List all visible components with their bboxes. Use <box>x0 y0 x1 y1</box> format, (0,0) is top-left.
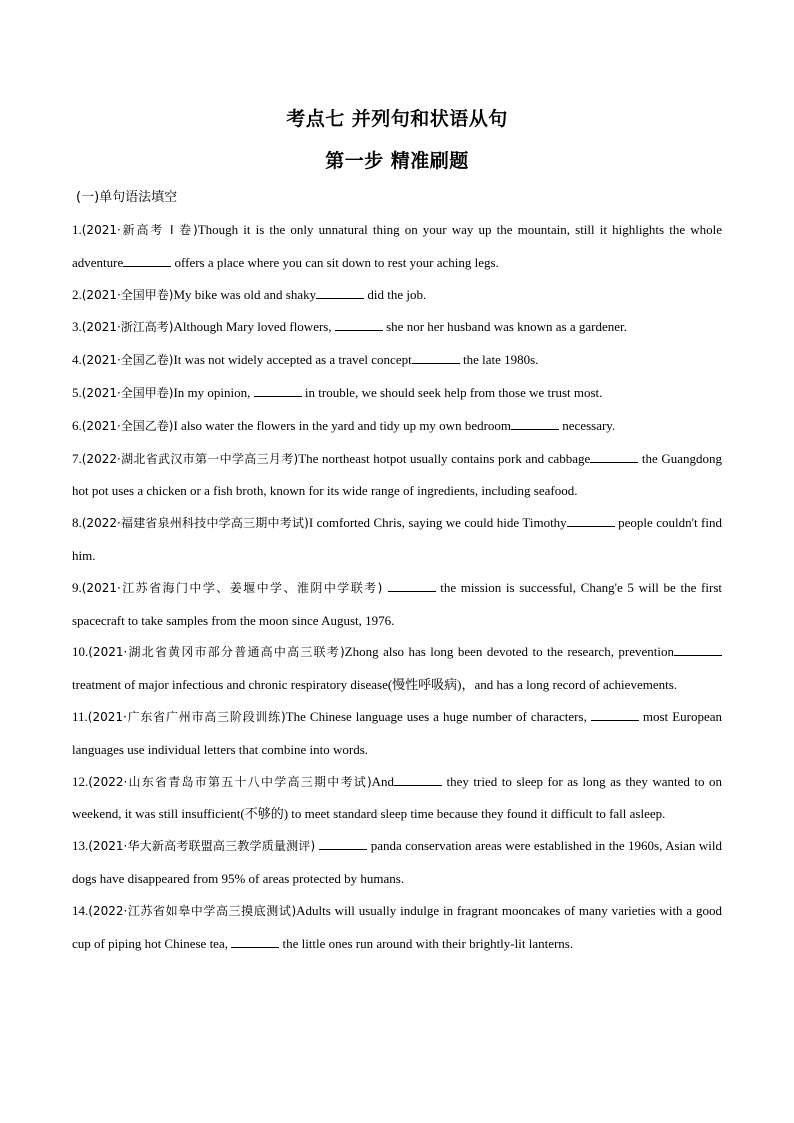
question-item: 12.(2022·山东省青岛市第五十八中学高三期中考试)And they tried to sleep for as long as they wanted to on weekend, it was still insufficient(不够的) to meet standard sleep time because they found it difficult to fall asleep. <box>72 773 722 822</box>
question-item: 5.(2021·全国甲卷)In my opinion, in trouble, we should seek help from those we trust most. <box>72 384 603 400</box>
answer-blank[interactable] <box>231 935 279 948</box>
answer-blank[interactable] <box>511 417 559 430</box>
question-item: 1.(2021·新高考 I 卷)Though it is the only unnatural thing on your way up the mountain, still it highlights the whole adventure offers a place where you can sit down to rest your aching legs. <box>72 222 722 270</box>
section-heading: (一)单句语法填空 <box>76 190 178 205</box>
page-title: 考点七 并列句和状语从句 <box>286 108 508 130</box>
answer-blank[interactable] <box>335 318 383 331</box>
answer-blank[interactable] <box>567 514 615 527</box>
question-item: 8.(2022·福建省泉州科技中学高三期中考试)I comforted Chris, saying we could hide Timothy people couldn't find him. <box>72 515 722 563</box>
answer-blank[interactable] <box>254 384 302 397</box>
answer-blank[interactable] <box>591 708 639 721</box>
question-item: 9.(2021·江苏省海门中学、姜堰中学、淮阴中学联考) the mission is successful, Chang'e 5 will be the first spacecraft to take samples from the moon since August, 1976. <box>72 579 722 628</box>
question-item: 13.(2021·华大新高考联盟高三教学质量测评) panda conservation areas were established in the 1960s, Asian wild dogs have disappeared from 95% of areas protected by humans. <box>72 838 722 886</box>
answer-blank[interactable] <box>394 773 442 786</box>
question-item: 10.(2021·湖北省黄冈市部分普通高中高三联考)Zhong also has long been devoted to the research, prevention treatment of major infectious and chronic respiratory disease(慢性呼吸病)，and has a long record of achievements. <box>72 636 722 701</box>
answer-blank[interactable] <box>590 450 638 463</box>
question-list <box>72 214 722 959</box>
answer-blank[interactable] <box>123 254 171 267</box>
answer-blank[interactable] <box>319 837 367 850</box>
answer-blank[interactable] <box>674 643 722 656</box>
question-item: 4.(2021·全国乙卷)It was not widely accepted as a travel concept the late 1980s. <box>72 352 539 368</box>
question-item: 2.(2021·全国甲卷)My bike was old and shaky did the job. <box>72 286 427 302</box>
question-item: 7.(2022·湖北省武汉市第一中学高三月考)The northeast hotpot usually contains pork and cabbage the Guangdong hot pot uses a chicken or a fish broth, known for its wide range of ingredients, including seafood. <box>72 450 722 499</box>
question-item: 11.(2021·广东省广州市高三阶段训练)The Chinese language uses a huge number of characters, most European languages use individual letters that combine into words. <box>72 708 722 757</box>
question-item: 6.(2021·全国乙卷)I also water the flowers in the yard and tidy up my own bedroom necessary. <box>72 417 616 433</box>
answer-blank[interactable] <box>316 286 364 299</box>
answer-blank[interactable] <box>412 351 460 364</box>
answer-blank[interactable] <box>388 579 436 592</box>
page-subtitle: 第一步 精准刷题 <box>325 150 469 172</box>
question-item: 14.(2022·江苏省如皋中学高三摸底测试)Adults will usually indulge in fragrant mooncakes of many varieties with a good cup of piping hot Chinese tea, the little ones run around with their brightly-lit lanterns. <box>72 902 722 951</box>
question-item: 3.(2021·浙江高考)Although Mary loved flowers, she nor her husband was known as a gardener. <box>72 319 627 335</box>
